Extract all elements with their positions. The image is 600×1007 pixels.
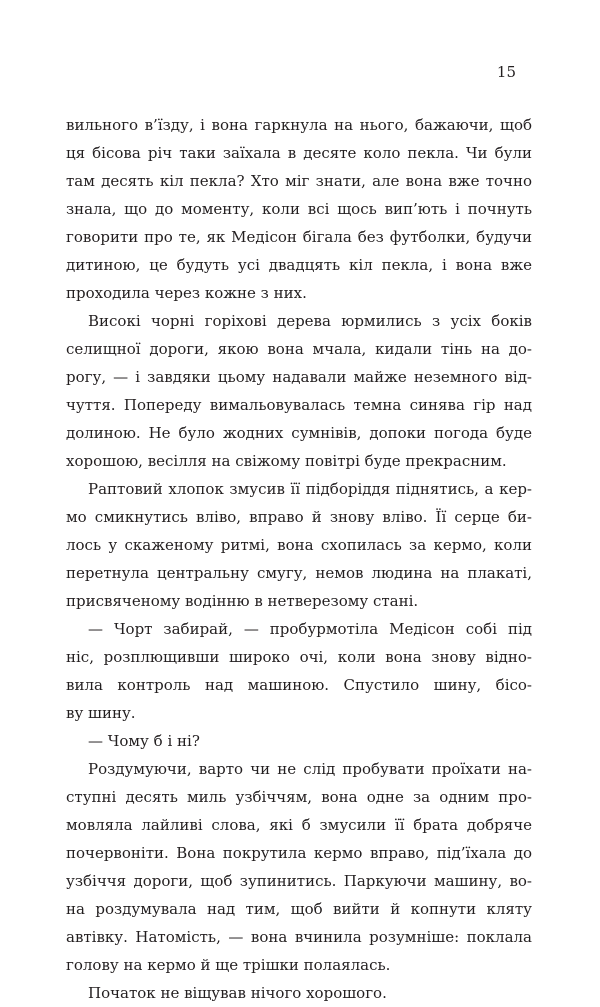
paragraph-6-line-2: ступні десять миль узбіччям, вона одне за одним про- <box>66 788 532 806</box>
paragraph-6-line-7: автівку. Натомість, — вона вчинила розумніше: поклала <box>66 928 532 946</box>
paragraph-2-line-5: долиною. Не було жодних сумнівів, допоки погода буде <box>66 424 532 442</box>
paragraph-5-line-1: — Чому б і ні? <box>88 732 200 750</box>
paragraph-6-line-4: почервоніти. Вона покрутила кермо вправо, під’їхала до <box>66 844 532 862</box>
paragraph-1-line-5: говорити про те, як Медісон бігала без футболки, будучи <box>66 228 532 246</box>
paragraph-3-line-2: мо смикнутись вліво, вправо й знову вліво. Її серце би- <box>66 508 532 526</box>
body-text <box>66 111 532 1007</box>
paragraph-2-line-6: хорошою, весілля на свіжому повітрі буде прекрасним. <box>66 452 507 470</box>
paragraph-6-line-1: Роздумуючи, варто чи не слід пробувати проїхати на- <box>88 760 532 778</box>
paragraph-1-line-4: знала, що до моменту, коли всі щось вип’ють і почнуть <box>66 200 532 218</box>
paragraph-2-line-4: чуття. Попереду вимальовувалась темна синява гір над <box>66 396 532 414</box>
page-number: 15 <box>496 63 516 81</box>
paragraph-4-line-4: ву шину. <box>66 704 136 722</box>
paragraph-1-line-3: там десять кіл пекла? Хто міг знати, але вона вже точно <box>66 172 532 190</box>
paragraph-4-line-3: вила контроль над машиною. Спустило шину, бісо- <box>66 676 532 694</box>
paragraph-3-line-1: Раптовий хлопок змусив її підборіддя піднятись, а кер- <box>88 480 532 498</box>
paragraph-1-line-7: проходила через кожне з них. <box>66 284 307 302</box>
paragraph-2-line-2: селищної дороги, якою вона мчала, кидали тінь на до- <box>66 340 532 358</box>
paragraph-6-line-3: мовляла лайливі слова, які б змусили її брата добряче <box>66 816 532 834</box>
paragraph-3-line-5: присвяченому водінню в нетверезому стані. <box>66 592 419 610</box>
paragraph-6-line-6: на роздумувала над тим, щоб вийти й копнути кляту <box>66 900 532 918</box>
paragraph-3-line-4: перетнула центральну смугу, немов людина на плакаті, <box>66 564 532 582</box>
paragraph-6-line-8: голову на кермо й ще трішки полаялась. <box>66 956 391 974</box>
paragraph-3-line-3: лось у скаженому ритмі, вона схопилась за кермо, коли <box>66 536 532 554</box>
paragraph-1-line-6: дитиною, це будуть усі двадцять кіл пекла, і вона вже <box>66 256 532 274</box>
paragraph-2-line-1: Високі чорні горіхові дерева юрмились з усіх боків <box>88 312 532 330</box>
paragraph-1-line-1: вильного в’їзду, і вона гаркнула на нього, бажаючи, щоб <box>66 116 532 134</box>
paragraph-2-line-3: рогу, — і завдяки цьому надавали майже неземного від- <box>66 368 532 386</box>
paragraph-1-line-2: ця бісова річ таки заїхала в десяте коло пекла. Чи були <box>66 144 532 162</box>
paragraph-6-line-5: узбіччя дороги, щоб зупинитись. Паркуючи машину, во- <box>66 872 532 890</box>
paragraph-7-line-1: Початок не віщував нічого хорошого. <box>88 984 387 1002</box>
paragraph-4-line-1: — Чорт забирай, — пробурмотіла Медісон собі під <box>88 620 532 638</box>
paragraph-4-line-2: ніс, розплющивши широко очі, коли вона знову відно- <box>66 648 532 666</box>
